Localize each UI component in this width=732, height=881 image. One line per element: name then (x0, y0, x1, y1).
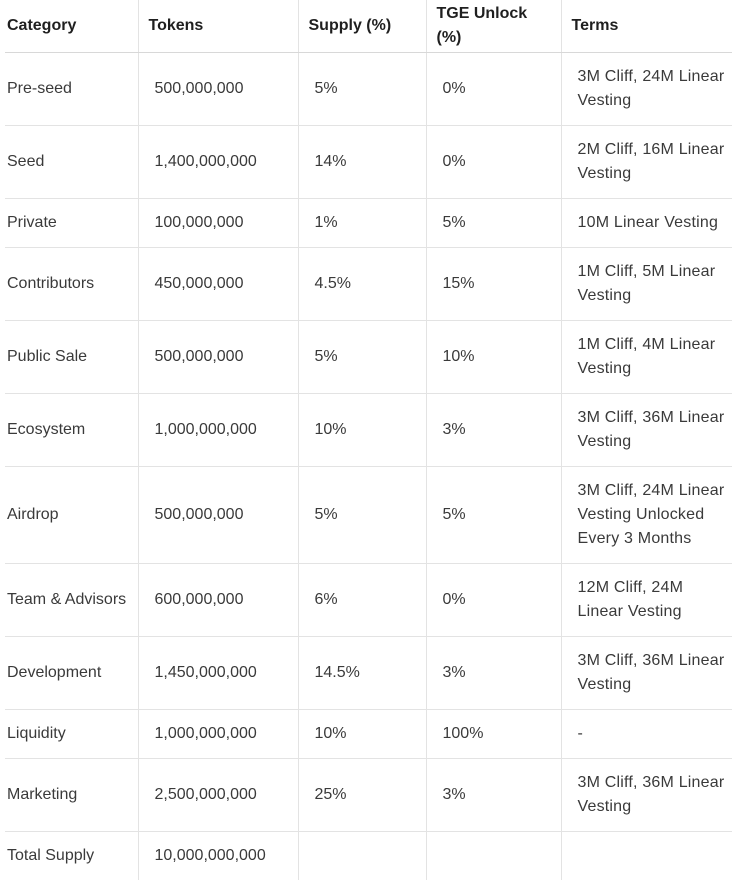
terms-cell: 1M Cliff, 5M Linear Vesting (561, 248, 732, 321)
category-cell: Airdrop (5, 467, 138, 564)
header-row (5, 0, 732, 53)
table-row (5, 710, 732, 759)
tokens-cell: 1,450,000,000 (138, 637, 298, 710)
terms-cell: 3M Cliff, 24M Linear Vesting Unlocked Every 3 Months (561, 467, 732, 564)
tokens-cell: 10,000,000,000 (138, 832, 298, 881)
table-row (5, 467, 732, 564)
table-row (5, 53, 732, 126)
table-row (5, 637, 732, 710)
tge-cell: 5% (426, 467, 561, 564)
terms-cell: 3M Cliff, 36M Linear Vesting (561, 759, 732, 832)
terms-cell: 1M Cliff, 4M Linear Vesting (561, 321, 732, 394)
tokens-cell: 500,000,000 (138, 53, 298, 126)
tge-cell: 0% (426, 126, 561, 199)
tokens-cell: 2,500,000,000 (138, 759, 298, 832)
tokens-cell: 500,000,000 (138, 321, 298, 394)
tokens-cell: 500,000,000 (138, 467, 298, 564)
header-supply: Supply (%) (298, 0, 426, 53)
category-cell: Public Sale (5, 321, 138, 394)
supply-cell: 10% (298, 710, 426, 759)
terms-cell: 12M Cliff, 24M Linear Vesting (561, 564, 732, 637)
tge-cell: 0% (426, 53, 561, 126)
table-row (5, 199, 732, 248)
header-tokens: Tokens (138, 0, 298, 53)
tge-cell: 0% (426, 564, 561, 637)
terms-cell: 3M Cliff, 36M Linear Vesting (561, 637, 732, 710)
category-cell: Liquidity (5, 710, 138, 759)
table-row (5, 394, 732, 467)
header-category: Category (5, 0, 138, 53)
tge-cell: 100% (426, 710, 561, 759)
supply-cell: 5% (298, 321, 426, 394)
tge-cell: 3% (426, 637, 561, 710)
terms-cell: 10M Linear Vesting (561, 199, 732, 248)
terms-cell: - (561, 710, 732, 759)
category-cell: Development (5, 637, 138, 710)
category-cell: Team & Advisors (5, 564, 138, 637)
tge-cell: 3% (426, 394, 561, 467)
tokens-cell: 600,000,000 (138, 564, 298, 637)
tokens-cell: 1,000,000,000 (138, 394, 298, 467)
supply-cell: 5% (298, 467, 426, 564)
category-cell: Private (5, 199, 138, 248)
supply-cell: 4.5% (298, 248, 426, 321)
supply-cell: 14.5% (298, 637, 426, 710)
category-cell: Ecosystem (5, 394, 138, 467)
token-allocation-table (5, 0, 732, 880)
table-row (5, 759, 732, 832)
supply-cell (298, 832, 426, 881)
tge-cell: 5% (426, 199, 561, 248)
table-row (5, 321, 732, 394)
supply-cell: 5% (298, 53, 426, 126)
tokens-cell: 1,000,000,000 (138, 710, 298, 759)
header-terms: Terms (561, 0, 732, 53)
supply-cell: 14% (298, 126, 426, 199)
tokens-cell: 100,000,000 (138, 199, 298, 248)
category-cell: Pre-seed (5, 53, 138, 126)
supply-cell: 1% (298, 199, 426, 248)
terms-cell: 2M Cliff, 16M Linear Vesting (561, 126, 732, 199)
terms-cell: 3M Cliff, 36M Linear Vesting (561, 394, 732, 467)
category-cell: Contributors (5, 248, 138, 321)
tge-cell (426, 832, 561, 881)
tokens-cell: 1,400,000,000 (138, 126, 298, 199)
category-cell: Seed (5, 126, 138, 199)
supply-cell: 6% (298, 564, 426, 637)
supply-cell: 25% (298, 759, 426, 832)
terms-cell (561, 832, 732, 881)
table-row (5, 126, 732, 199)
table-row (5, 248, 732, 321)
tokens-cell: 450,000,000 (138, 248, 298, 321)
tge-cell: 15% (426, 248, 561, 321)
table-row (5, 564, 732, 637)
table-row-total (5, 832, 732, 881)
category-cell: Marketing (5, 759, 138, 832)
header-tge-unlock: TGE Unlock (%) (426, 0, 561, 53)
tge-cell: 10% (426, 321, 561, 394)
category-cell: Total Supply (5, 832, 138, 881)
terms-cell: 3M Cliff, 24M Linear Vesting (561, 53, 732, 126)
tge-cell: 3% (426, 759, 561, 832)
supply-cell: 10% (298, 394, 426, 467)
